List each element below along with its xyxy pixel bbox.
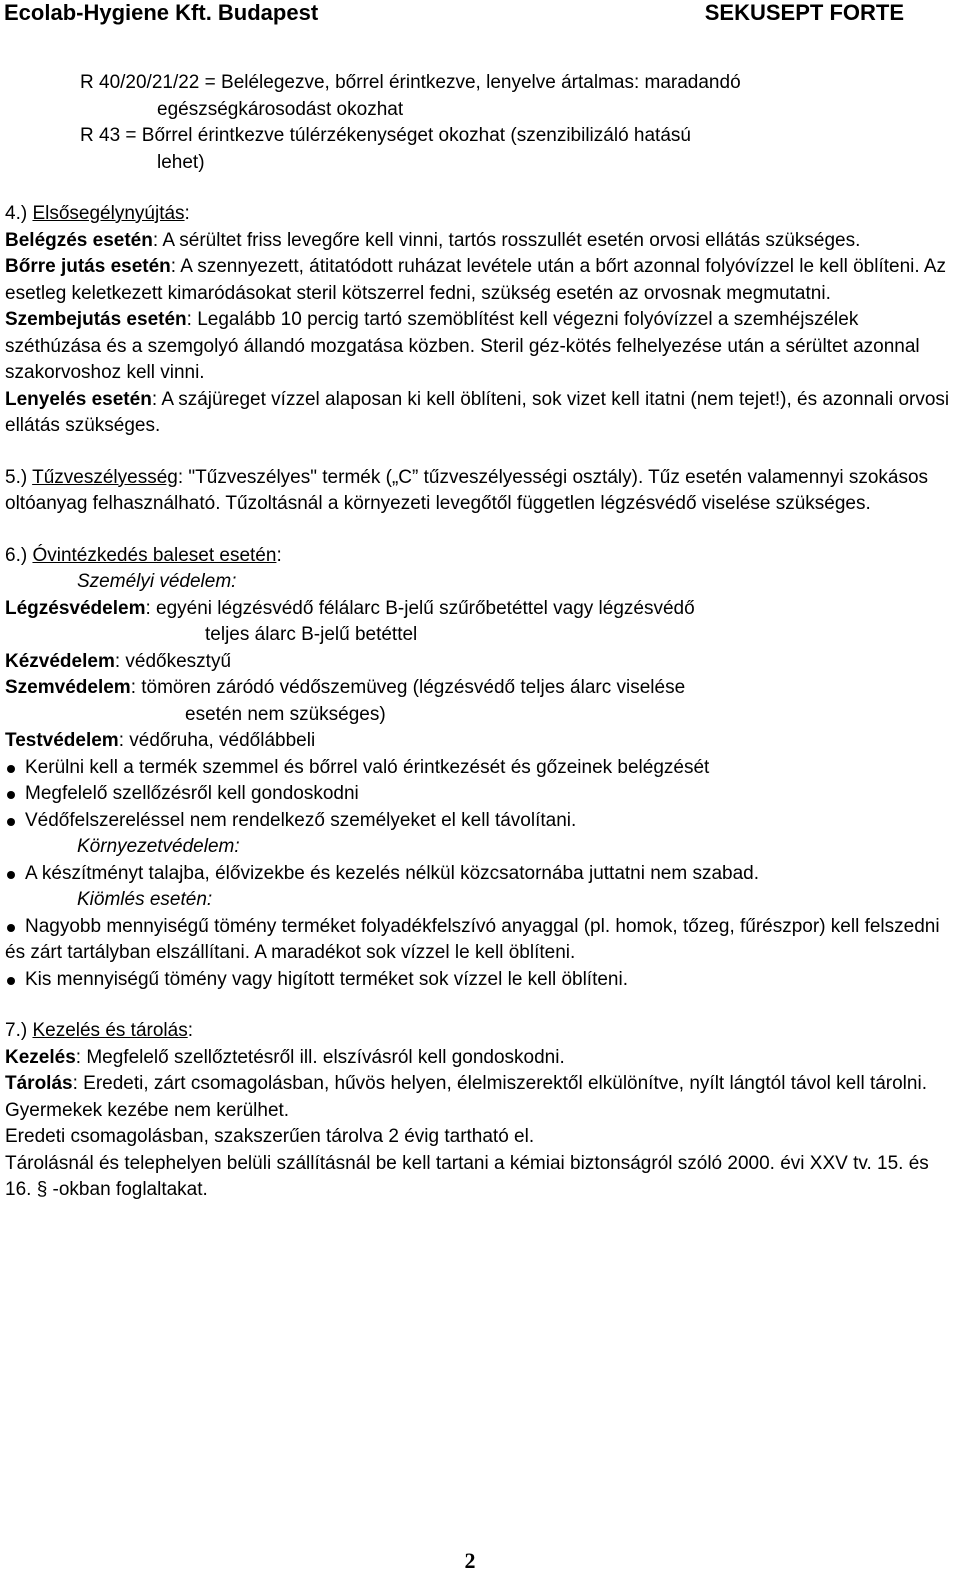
spill-subheading: Kiömlés esetén: [77, 889, 213, 910]
body-protection [5, 728, 955, 755]
list-item: Nagyobb mennyiségű tömény terméket folyadékfelszívó anyaggal (pl. homok, tőzeg, fűrészpor) kell felszedni és zárt tartályban elszállítani. A maradékot sok vízzel le kell öblíteni. [5, 914, 955, 967]
eye-protection-continuation: esetén nem szükséges) [185, 703, 386, 725]
document-body [5, 70, 955, 1204]
storage-text: : Eredeti, zárt csomagolásban, hűvös helyen, élelmiszerektől elkülönítve, nyílt lángtól távol kell tárolni. Gyermekek kezébe nem kerülhet. [5, 1073, 927, 1121]
body-protection-label: Testvédelem [5, 730, 119, 751]
list-item: Kis mennyiségű tömény vagy higított terméket sok vízzel le kell öblíteni. [5, 967, 955, 994]
hand-text: : védőkesztyű [114, 650, 232, 672]
respiratory-protection [5, 596, 955, 623]
section-6-number: 6.) [5, 544, 33, 566]
handling-paragraph [5, 1045, 955, 1072]
ingestion-text: : A szájüreget vízzel alaposan ki kell öblíteni, sok vizet kell itatni (nem tejet!), és azonnali orvosi ellátás szükséges. [5, 388, 950, 436]
skin-text: : A szennyezett, átitatódott ruházat levétele után a bőrt azonnal folyóvízzel le kell öblíteni. Az esetleg keletkezett kimaródásokat steril kötszerrel fedni, szükség esetén az orvosnak megmutatni. [5, 256, 947, 304]
eye-text: : Legalább 10 percig tartó szemöblítést kell végezni folyóvízzel a szemhéjszélek széthúzása és a szemgolyó állandó mozgatása közben. Steril géz-kötés felhelyezése után a sérültet azonnal szakorvoshoz kell vinni. [5, 309, 920, 383]
r-phrase-2-line-2: lehet) [157, 151, 205, 173]
transport-paragraph: Tárolásnál és telephelyen belüli szállításnál be kell tartani a kémiai biztonságról szóló 2000. évi XXV tv. 15. és 16. § -okban foglaltakat. [5, 1152, 929, 1200]
respiratory-continuation: teljes álarc B-jelű betéttel [205, 624, 418, 645]
list-item: Megfelelő szellőzésről kell gondoskodni [5, 781, 955, 808]
r-phrase-1-line-1: R 40/20/21/22 = Belélegezve, bőrrel érintkezve, lenyelve ártalmas: maradandó [80, 72, 741, 93]
ingestion-label: Lenyelés esetén [5, 388, 152, 410]
spacer [5, 176, 955, 201]
list-item: Védőfelszereléssel nem rendelkező személyeket el kell távolítani. [5, 808, 955, 835]
section-6-colon: : [276, 544, 282, 566]
page-number: 2 [464, 1548, 476, 1573]
spacer [5, 993, 955, 1018]
inhalation-paragraph [5, 228, 955, 255]
section-7-number: 7.) [5, 1020, 33, 1041]
page-header [0, 0, 960, 30]
eye-protection-text: : tömören záródó védőszemüveg (légzésvédő teljes álarc viselése [130, 677, 686, 698]
storage-label: Tárolás [5, 1073, 73, 1094]
header-company: Ecolab-Hygiene Kft. Budapest [4, 0, 319, 25]
handling-text: : Megfelelő szellőztetésről ill. elszívásról kell gondoskodni. [75, 1046, 565, 1068]
handling-label: Kezelés [5, 1046, 76, 1068]
list-item: A készítményt talajba, élővizekbe és kezelés nélkül közcsatornába juttatni nem szabad. [5, 861, 955, 888]
eye-protection [5, 675, 955, 702]
body-protection-text: : védőruha, védőlábbeli [118, 730, 316, 751]
personal-protection-subheading: Személyi védelem: [77, 571, 237, 592]
section-5-paragraph [5, 465, 955, 518]
skin-label: Bőrre jutás esetén [5, 256, 171, 277]
respiratory-label: Légzésvédelem [5, 597, 146, 619]
inhalation-text: : A sérültet friss levegőre kell vinni, tartós rosszullét esetén orvosi ellátás szükséges. [152, 229, 861, 251]
section-4-heading [5, 201, 955, 228]
section-5-number: 5.) [5, 466, 33, 488]
hand-label: Kézvédelem [5, 650, 115, 672]
r-phrase-2-line-1: R 43 = Bőrrel érintkezve túlérzékenységet okozhat (szenzibilizáló hatású [80, 125, 691, 146]
section-6-title: Óvintézkedés baleset esetén [32, 544, 277, 566]
section-6-heading [5, 543, 955, 570]
eye-paragraph [5, 307, 955, 387]
spacer [5, 518, 955, 543]
section-5-colon: : [177, 466, 184, 488]
hand-protection [5, 649, 955, 676]
spacer [5, 440, 955, 465]
environment-subheading: Környezetvédelem: [77, 836, 240, 857]
section-5-text: "Tűzveszélyes" termék („C” tűzveszélyességi osztály). Tűz esetén valamennyi szokásos oltóanyag felhasználható. Tűzoltásnál a környezeti levegőtől független légzésvédő viselése szükséges. [5, 466, 929, 514]
shelf-life-paragraph: Eredeti csomagolásban, szakszerűen tárolva 2 évig tartható el. [5, 1126, 535, 1147]
r-phrase-1-line-2: egészségkárosodást okozhat [157, 98, 404, 120]
section-4-title: Elsősegélynyújtás [32, 203, 185, 224]
section-4-colon: : [184, 203, 190, 224]
section-7-heading [5, 1018, 955, 1045]
eye-label: Szembejutás esetén [5, 309, 187, 330]
section-7-title: Kezelés és tárolás [32, 1020, 188, 1041]
list-item: Kerülni kell a termék szemmel és bőrrel való érintkezését és gőzeinek belégzését [5, 755, 955, 782]
skin-paragraph [5, 254, 955, 307]
storage-paragraph [5, 1071, 955, 1124]
section-4-number: 4.) [5, 203, 33, 224]
inhalation-label: Belégzés esetén [5, 229, 153, 251]
respiratory-text: : egyéni légzésvédő félálarc B-jelű szűrőbetéttel vagy légzésvédő [145, 597, 695, 619]
eye-protection-label: Szemvédelem [5, 677, 131, 698]
header-product: SEKUSEPT FORTE [704, 0, 904, 25]
section-7-colon: : [187, 1020, 193, 1041]
ingestion-paragraph [5, 387, 955, 440]
section-5-title: Tűzveszélyesség [32, 466, 178, 488]
